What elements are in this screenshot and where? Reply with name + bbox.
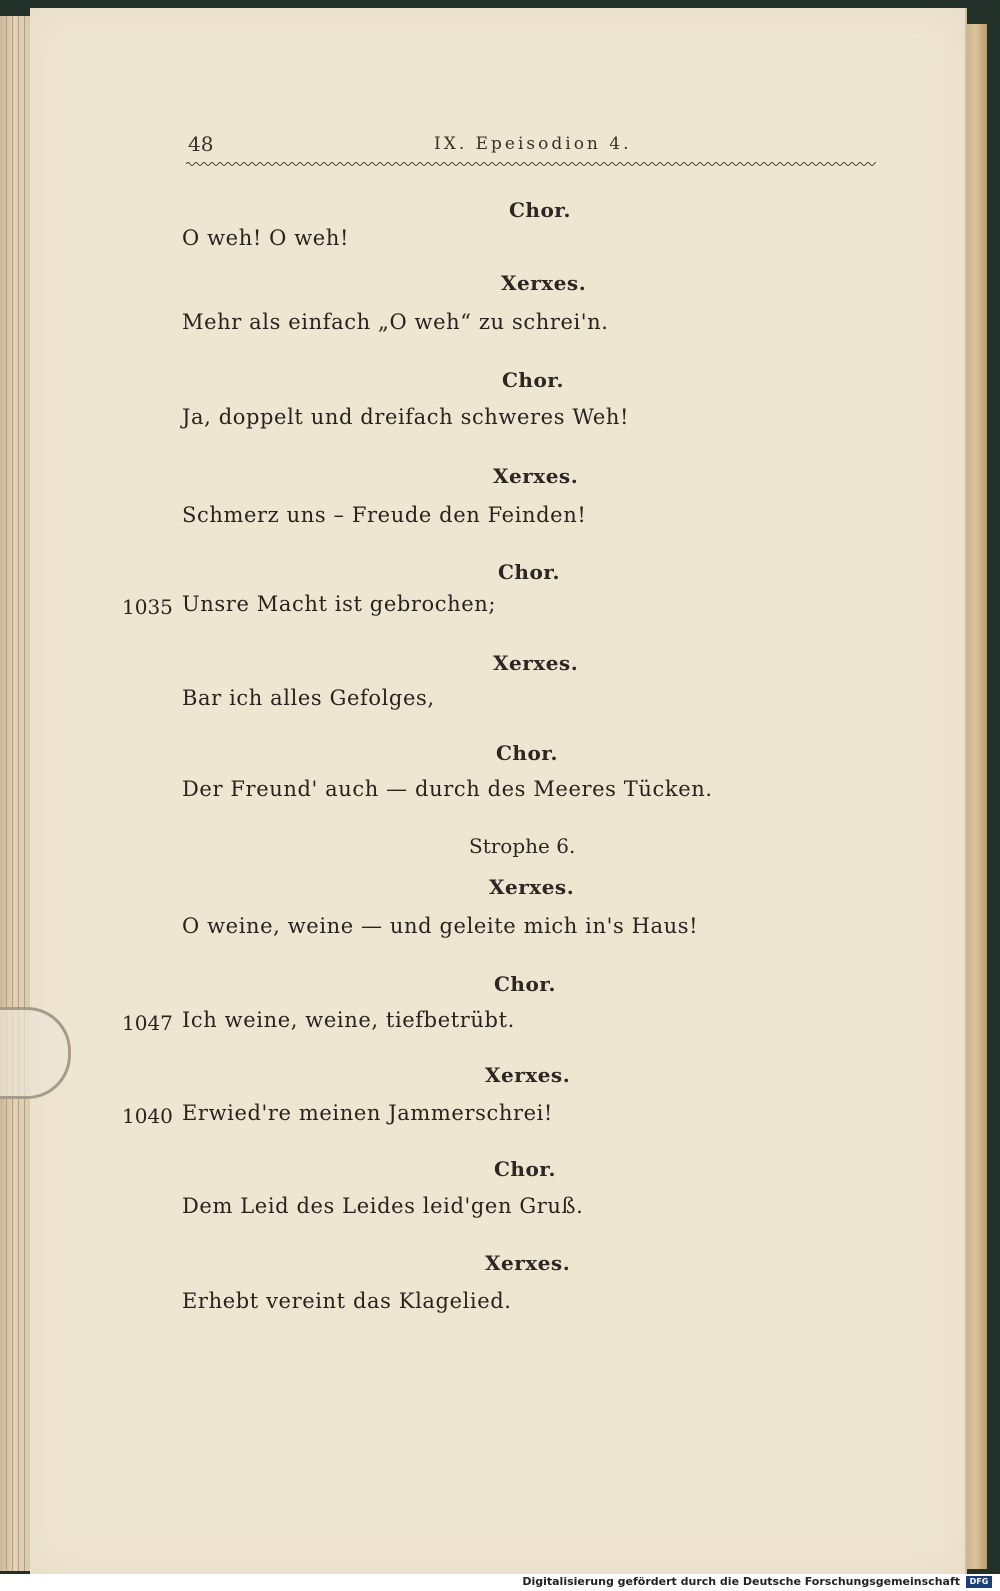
verse-line: Dem Leid des Leides leid'gen Gruß.: [182, 1194, 584, 1218]
speaker-heading: Xerxes.: [493, 464, 579, 488]
speaker-heading: Chor.: [509, 198, 571, 222]
verse-line: Bar ich alles Gefolges,: [182, 686, 435, 710]
dfg-logo: DFG: [966, 1576, 992, 1588]
speaker-heading: Chor.: [496, 741, 558, 765]
line-number: 1047: [122, 1011, 173, 1035]
verse-line: Schmerz uns – Freude den Feinden!: [182, 503, 587, 527]
footer-bar: [0, 1574, 1000, 1591]
speaker-heading: Chor.: [502, 368, 564, 392]
verse-line: O weh! O weh!: [182, 226, 349, 250]
verse-line: Der Freund' auch — durch des Meeres Tücken.: [182, 777, 713, 801]
wavy-rule: [186, 160, 876, 168]
running-head: IX. Epeisodion 4.: [434, 134, 632, 154]
verse-line: Ja, doppelt und dreifach schweres Weh!: [182, 405, 630, 429]
speaker-heading: Xerxes.: [485, 1251, 571, 1275]
verse-line: Ich weine, weine, tiefbetrübt.: [182, 1008, 515, 1032]
speaker-heading: Xerxes.: [501, 271, 587, 295]
verse-line: O weine, weine — und geleite mich in's Haus!: [182, 914, 699, 938]
verse-line: Mehr als einfach „O weh“ zu schrei'n.: [182, 310, 609, 334]
speaker-heading: Xerxes.: [485, 1063, 571, 1087]
verse-line: Erhebt vereint das Klagelied.: [182, 1289, 512, 1313]
speaker-heading: Chor.: [494, 1157, 556, 1181]
verse-line: Unsre Macht ist gebrochen;: [182, 592, 497, 616]
line-number: 1040: [122, 1104, 173, 1128]
funding-credit: Digitalisierung gefördert durch die Deutsche Forschungsgemeinschaft: [522, 1575, 960, 1588]
speaker-heading: Xerxes.: [493, 651, 579, 675]
strophe-heading: Strophe 6.: [469, 834, 576, 858]
page-number: 48: [188, 132, 214, 156]
page-header: [188, 132, 878, 156]
line-number: 1035: [122, 595, 173, 619]
verse-line: Erwied're meinen Jammerschrei!: [182, 1101, 553, 1125]
book-right-edge: [965, 24, 987, 1569]
speaker-heading: Chor.: [494, 972, 556, 996]
speaker-heading: Xerxes.: [489, 875, 575, 899]
speaker-heading: Chor.: [498, 560, 560, 584]
